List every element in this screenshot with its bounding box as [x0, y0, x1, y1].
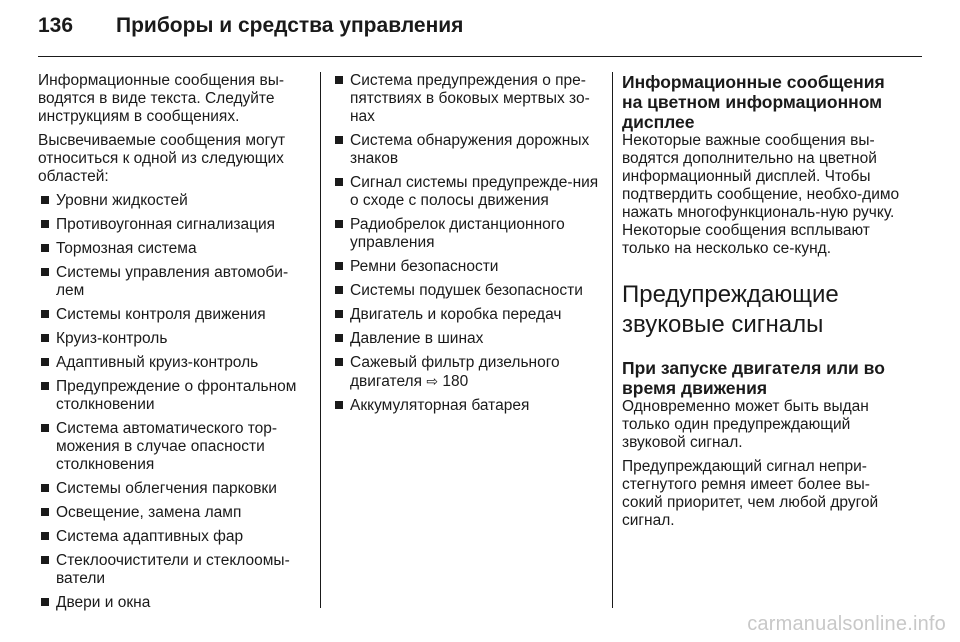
- intro-paragraph: Высвечиваемые сообщения могут относиться к одной из следующих областей:: [38, 132, 286, 185]
- bullet-icon: [41, 358, 49, 366]
- list-item: Противоугонная сигнализация: [38, 216, 306, 234]
- bullet-icon: [41, 532, 49, 540]
- body-paragraph: Некоторые важные сообщения вы-водятся дополнительно на цветной информационный дисплей. Чтобы подтвердить сообщение, необхо-димо нажать многофункциональ-ную ручку. Некоторые сообщения всплывают только на несколько се-кунд.: [622, 132, 900, 257]
- list-item: Предупреждение о фронтальном столкновении: [38, 378, 306, 414]
- bullet-icon: [41, 484, 49, 492]
- bullet-icon: [41, 598, 49, 606]
- list-item: Аккумуляторная батарея: [332, 397, 606, 415]
- body-paragraph: Одновременно может быть выдан только один предупреждающий звуковой сигнал.: [622, 398, 869, 451]
- page-reference-link[interactable]: 180: [442, 373, 469, 390]
- bullet-icon: [335, 286, 343, 294]
- list-item: Двери и окна: [38, 594, 306, 612]
- message-area-list: [38, 192, 306, 612]
- page-title: Приборы и средства управления: [116, 14, 464, 37]
- list-item: Сигнал системы предупрежде-ния о сходе с полосы движения: [332, 174, 606, 210]
- bullet-icon: [41, 220, 49, 228]
- list-item: Освещение, замена ламп: [38, 504, 306, 522]
- chapter-heading: Предупреждающие звуковые сигналы: [622, 281, 839, 338]
- bullet-icon: [41, 244, 49, 252]
- list-item: Система адаптивных фар: [38, 528, 306, 546]
- bullet-icon: [335, 334, 343, 342]
- page-reference-arrow-icon: ⇨: [426, 373, 439, 389]
- bullet-icon: [41, 382, 49, 390]
- list-item: Системы подушек безопасности: [332, 282, 606, 300]
- list-item: Тормозная система: [38, 240, 306, 258]
- page-number: 136: [38, 14, 74, 37]
- bullet-icon: [335, 220, 343, 228]
- section-heading: Информационные сообщения на цветном информационном дисплее: [622, 72, 885, 132]
- list-item: Системы контроля движения: [38, 306, 306, 324]
- list-item: Система автоматического тор-можения в случае опасности столкновения: [38, 420, 306, 474]
- bullet-icon: [41, 268, 49, 276]
- column-3: [622, 72, 908, 536]
- bullet-icon: [335, 262, 343, 270]
- bullet-icon: [335, 358, 343, 366]
- bullet-icon: [41, 196, 49, 204]
- column-divider: [320, 72, 321, 608]
- message-area-list: [332, 72, 606, 415]
- bullet-icon: [335, 178, 343, 186]
- bullet-icon: [41, 310, 49, 318]
- bullet-icon: [335, 401, 343, 409]
- list-item: Система предупреждения о пре-пятствиях в боковых мертвых зо-нах: [332, 72, 606, 126]
- subsection-heading: При запуске двигателя или во время движения: [622, 358, 885, 398]
- column-1: [38, 72, 306, 618]
- bullet-icon: [41, 508, 49, 516]
- intro-paragraph: Информационные сообщения вы-водятся в виде текста. Следуйте инструкциям в сообщениях.: [38, 72, 285, 125]
- list-item: Круиз-контроль: [38, 330, 306, 348]
- list-item: Системы управления автомоби-лем: [38, 264, 306, 300]
- column-divider: [612, 72, 613, 608]
- page-header: [38, 14, 922, 50]
- bullet-icon: [41, 424, 49, 432]
- bullet-icon: [41, 556, 49, 564]
- bullet-icon: [335, 136, 343, 144]
- bullet-icon: [335, 310, 343, 318]
- bullet-icon: [335, 76, 343, 84]
- list-item: Система обнаружения дорожных знаков: [332, 132, 606, 168]
- header-rule: [38, 56, 922, 57]
- column-2: [332, 72, 606, 421]
- list-item: Адаптивный круиз-контроль: [38, 354, 306, 372]
- bullet-icon: [41, 334, 49, 342]
- list-item: Уровни жидкостей: [38, 192, 306, 210]
- list-item: Сажевый фильтр дизельного двигателя ⇨ 180: [332, 354, 606, 391]
- body-paragraph: Предупреждающий сигнал непри-стегнутого ремня имеет более вы-сокий приоритет, чем любой другой сигнал.: [622, 458, 879, 529]
- list-item: Радиобрелок дистанционного управления: [332, 216, 606, 252]
- list-item: Стеклоочистители и стеклоомы-ватели: [38, 552, 306, 588]
- watermark: carmanualsonline.info: [747, 613, 946, 635]
- list-item: Двигатель и коробка передач: [332, 306, 606, 324]
- list-item: Ремни безопасности: [332, 258, 606, 276]
- list-item: Системы облегчения парковки: [38, 480, 306, 498]
- list-item: Давление в шинах: [332, 330, 606, 348]
